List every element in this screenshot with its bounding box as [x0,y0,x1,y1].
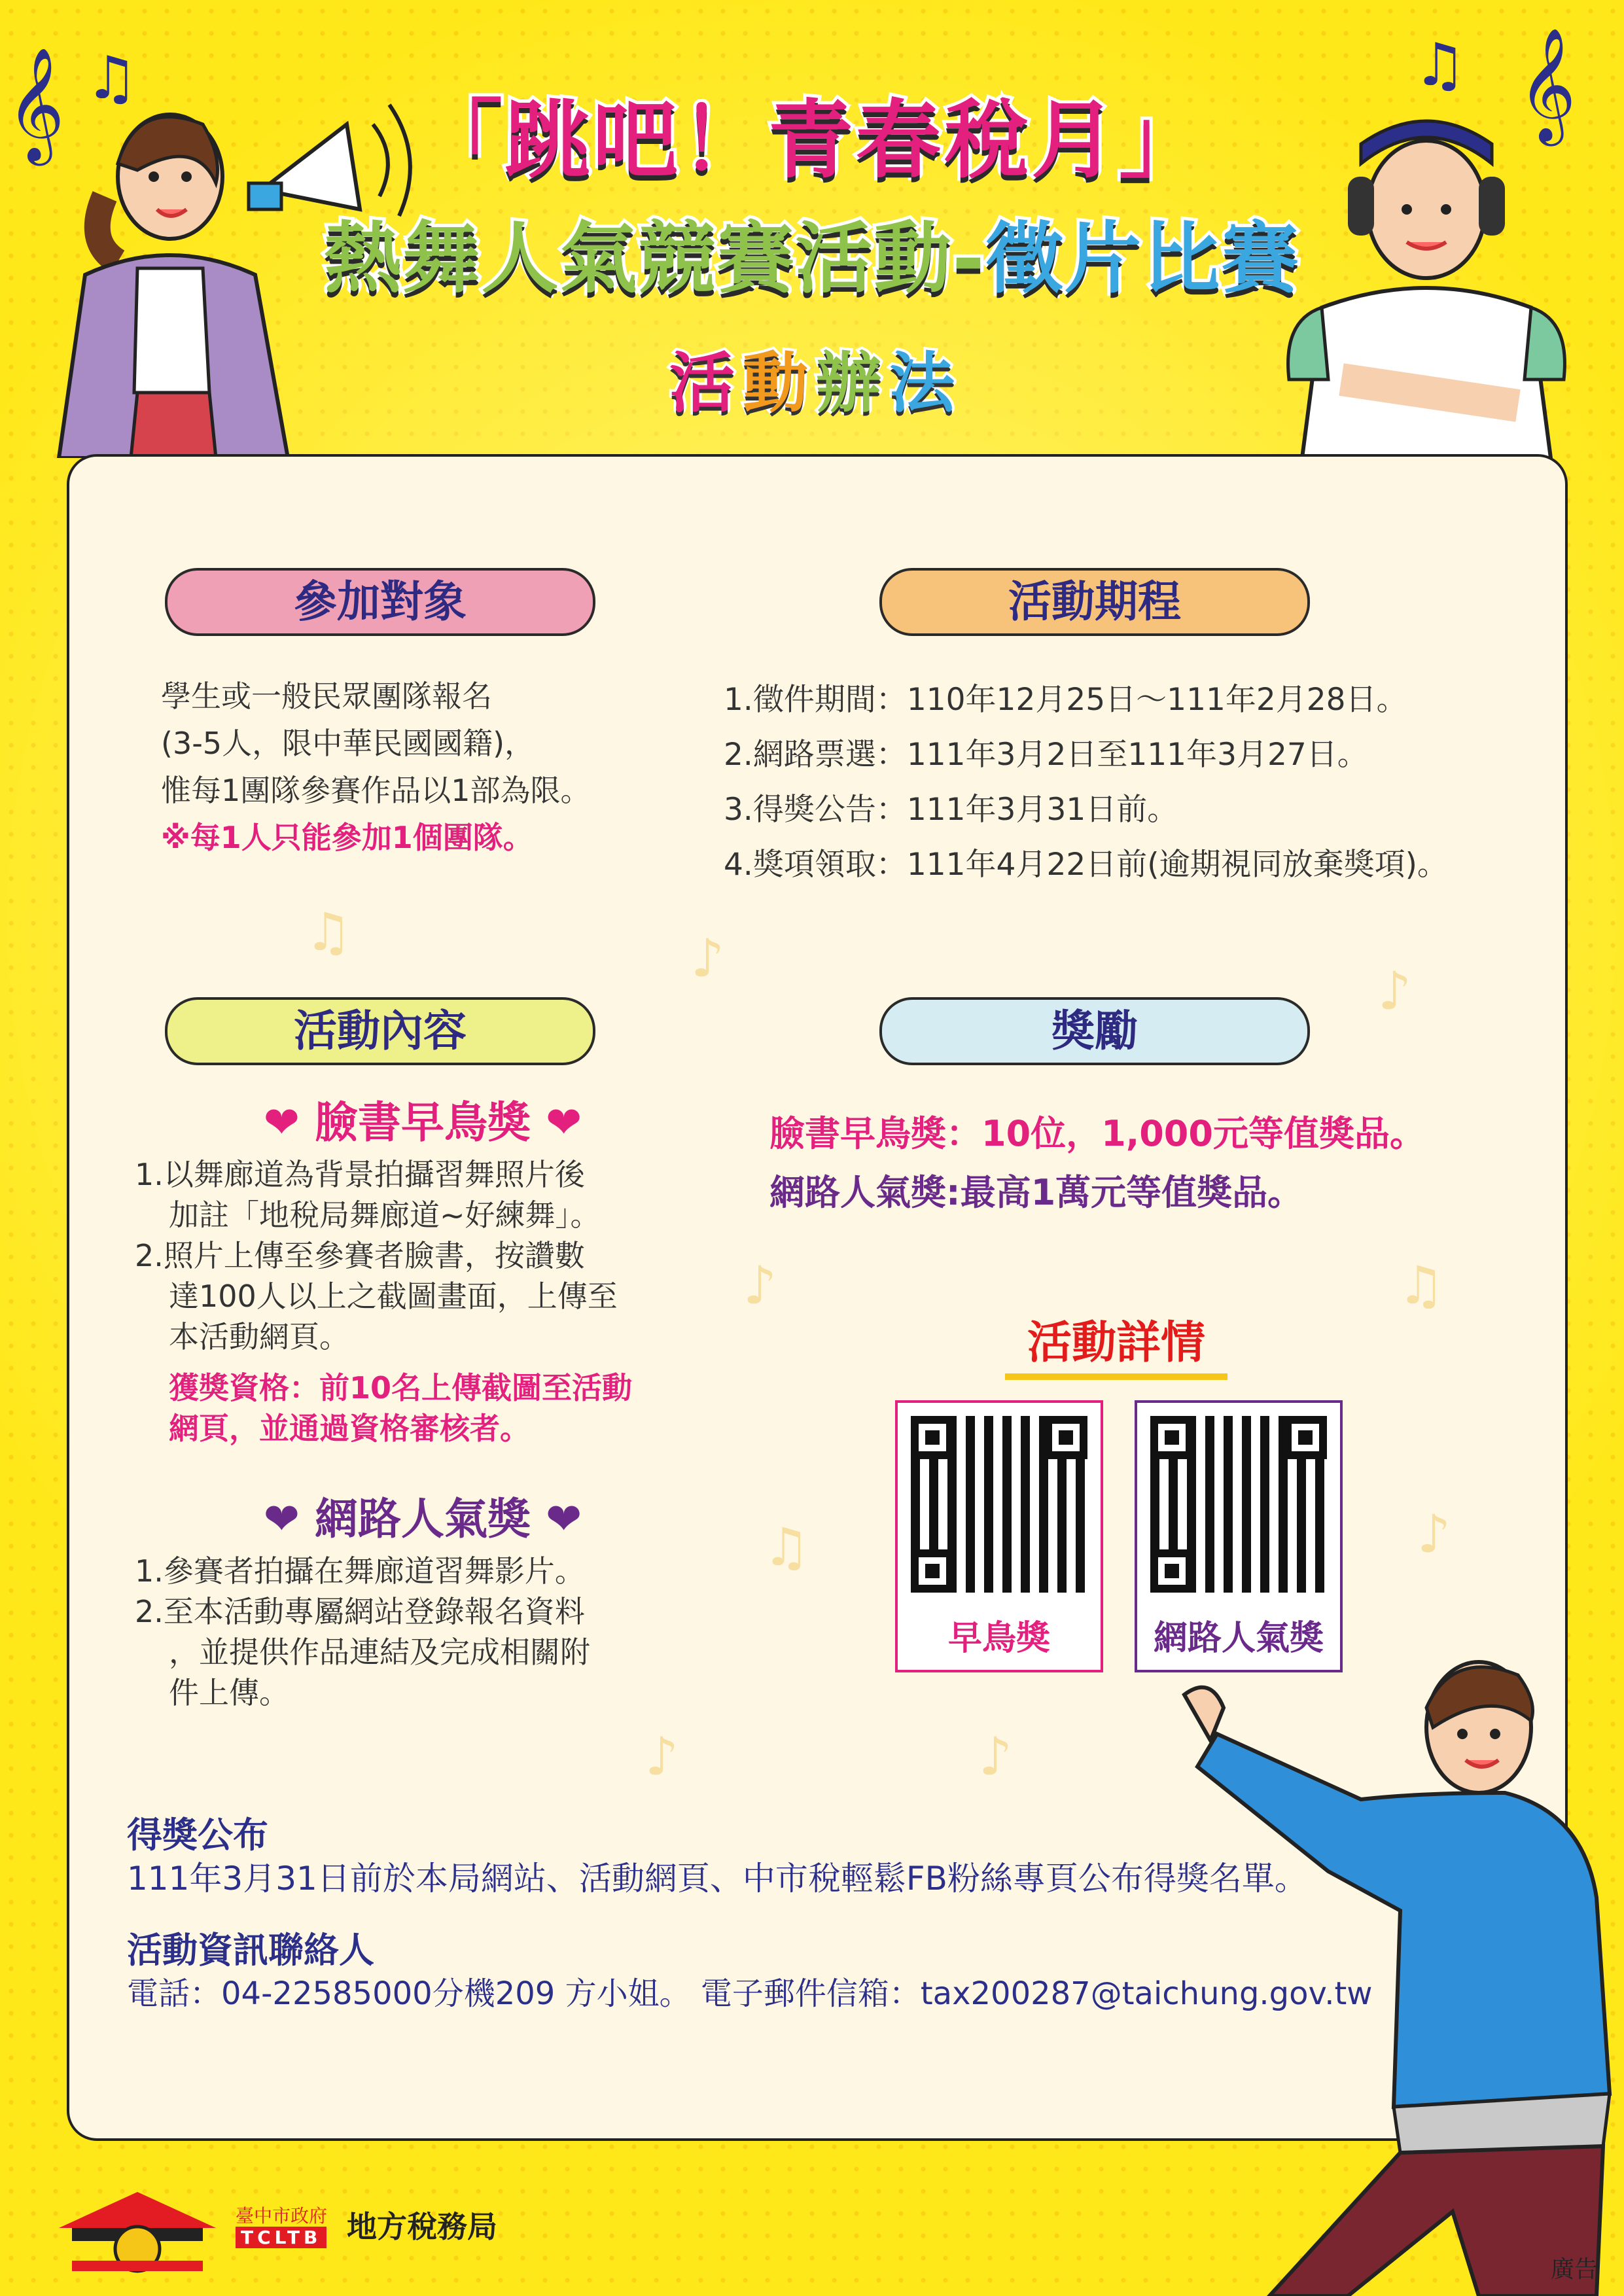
participants-text [161,673,750,861]
subtitle-part-b: 徵片比賽 [985,213,1300,304]
schedule-item: 4.獎項領取：111年4月22日前(逾期視同放棄獎項)。 [724,847,1448,883]
popularity-step: 件上傳。 [169,1675,289,1710]
music-note-icon: ♫ [763,1517,810,1578]
contact-heading: 活動資訊聯絡人 [127,1930,374,1971]
music-note-icon: ♪ [1378,961,1412,1021]
participants-note: ※每1人只能參加1個團隊。 [161,820,533,855]
heart-icon: ❤ [263,1494,300,1544]
early-bird-title [213,1087,632,1150]
qr-code-icon [1150,1416,1327,1593]
qr-popularity[interactable] [1135,1400,1343,1672]
method-char: 辦 [816,345,881,421]
music-note-icon: ♪ [743,1255,777,1316]
early-bird-qualify: 網頁，並通過資格審核者。 [169,1411,530,1446]
music-note-icon: ♪ [1417,1504,1451,1564]
music-note-icon: 𝄞 [7,47,65,161]
music-note-icon: ♪ [979,1726,1013,1787]
popularity-title [213,1484,632,1546]
subtitle-part-a: 熱舞人氣競賽活動- [324,213,986,304]
popularity-step: 1.參賽者拍攝在舞廊道習舞影片。 [135,1553,585,1589]
qr-popular-label: 網路人氣獎 [1153,1619,1324,1658]
schedule-item: 1.徵件期間：110年12月25日～111年2月28日。 [724,682,1407,718]
popularity-step: ，並提供作品連結及完成相關附 [169,1634,590,1670]
poster-subtitle [0,196,1624,308]
method-char: 動 [743,345,808,421]
heart-icon: ❤ [545,1494,582,1544]
music-note-icon: ♪ [645,1726,679,1787]
reward-popular: 網路人氣獎:最高1萬元等值獎品。 [769,1172,1303,1213]
early-bird-step: 本活動網頁。 [169,1319,349,1354]
early-bird-step: 加註「地稅局舞廊道~好練舞」。 [169,1197,601,1233]
details-heading: 活動詳情 [1005,1307,1227,1380]
music-note-icon: ♪ [691,928,725,989]
schedule-item: 3.得獎公告：111年3月31日前。 [724,792,1178,828]
participants-heading: 參加對象 [165,568,595,636]
music-note-icon: ♫ [85,44,138,113]
org-abbr: TCLTB [236,2227,327,2248]
early-bird-title-text: 臉書早鳥獎 [315,1097,531,1148]
early-bird-step: 達100人以上之截圖畫面，上傳至 [169,1279,618,1314]
method-char: 法 [889,345,955,421]
schedule-heading: 活動期程 [879,568,1310,636]
heart-icon: ❤ [263,1097,300,1148]
participants-line: 惟每1團隊參賽作品以1部為限。 [161,773,591,808]
popularity-steps [135,1551,763,1713]
popularity-step: 2.至本活動專屬網站登錄報名資料 [135,1594,585,1629]
early-bird-step: 2.照片上傳至參賽者臉書，按讚數 [135,1238,585,1273]
heart-icon: ❤ [545,1097,582,1148]
contact-text: 電話：04-22585000分機209 方小姐。 電子郵件信箱：tax200287@taichung.gov.tw [127,1975,1373,2012]
music-note-icon: ♫ [1413,31,1466,99]
announce-text: 111年3月31日前於本局網站、活動網頁、中市稅輕鬆FB粉絲專頁公布得獎名單。 [127,1860,1307,1898]
poster-title: 「跳吧！青春稅月」 [417,90,1207,190]
qr-code-icon [911,1416,1087,1593]
org-city: 臺中市政府 [236,2205,328,2227]
early-bird-steps [135,1154,763,1449]
org-name: 地方稅務局 [347,2209,497,2244]
participants-line: (3-5人，限中華民國國籍)， [161,726,535,761]
music-note-icon: 𝄞 [1518,27,1576,141]
qr-early-label: 早鳥獎 [947,1619,1050,1658]
schedule-item: 2.網路票選：111年3月2日至111年3月27日。 [724,737,1368,773]
qr-early-bird[interactable] [895,1400,1103,1672]
rewards-list [769,1104,1555,1222]
rewards-heading: 獎勵 [879,997,1310,1065]
early-bird-step: 1.以舞廊道為背景拍攝習舞照片後 [135,1157,585,1192]
tax-bureau-emblem-icon [52,2189,222,2274]
music-note-icon: ♫ [305,902,352,963]
announce-heading: 得獎公布 [127,1814,268,1856]
music-note-icon: ♫ [1398,1255,1445,1316]
early-bird-qualify: 獲獎資格：前10名上傳截圖至活動 [169,1370,633,1405]
method-char: 活 [669,345,735,421]
boy-hoodie-illustration [1112,1636,1624,2296]
ad-label: 廣告 [1551,2256,1598,2283]
content-heading: 活動內容 [165,997,595,1065]
participants-line: 學生或一般民眾團隊報名 [161,679,492,714]
method-heading [0,330,1624,425]
schedule-list [724,673,1555,892]
popularity-title-text: 網路人氣獎 [315,1494,531,1544]
tax-bureau-logo [52,2189,510,2274]
reward-early: 臉書早鳥獎：10位，1,000元等值獎品。 [769,1113,1425,1154]
